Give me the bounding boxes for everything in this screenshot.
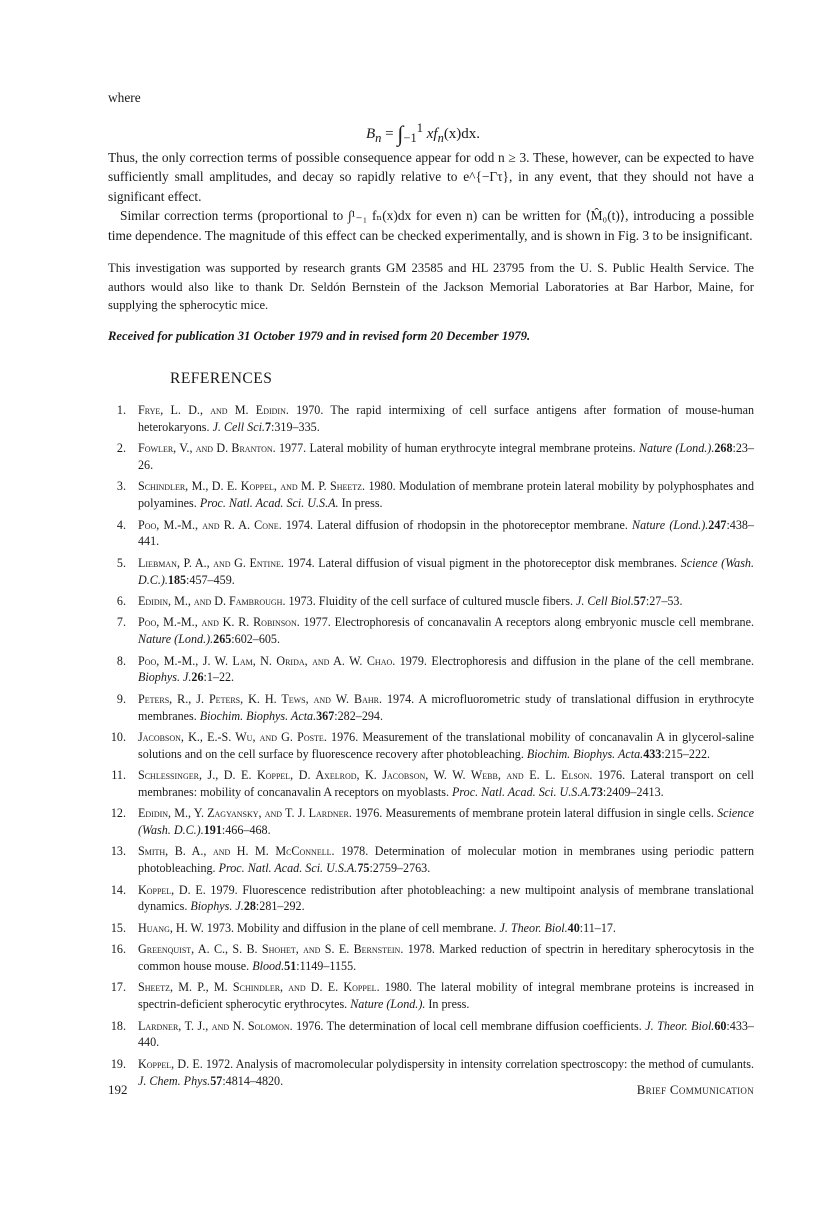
reference-authors: Lardner, T. J., and N. Solomon.: [138, 1018, 293, 1033]
reference-journal: Science (Wash. D.C.).: [138, 555, 754, 587]
reference-title: 1976. The determination of local cell membrane diffusion coefficients.: [292, 1018, 646, 1033]
reference-volume: 40: [567, 920, 580, 935]
reference-title: 1973. Mobility and diffusion in the plane of cell membrane.: [203, 920, 500, 935]
reference-number: 8.: [116, 653, 126, 668]
reference-item: [108, 691, 754, 725]
reference-pages: :602–605.: [231, 632, 280, 647]
reference-number: 11.: [111, 768, 126, 783]
paragraph-correction-terms: Thus, the only correction terms of possible consequence appear for odd n ≥ 3. These, however, can be expected to have sufficiently small amplitudes, and decay so rapidly relative to e^{−Γτ}, in any event, that they should not have a significant effect.: [108, 149, 754, 204]
reference-journal: Nature (Lond.).: [638, 441, 715, 456]
reference-journal: J. Cell Sci.: [212, 419, 265, 434]
reference-title: 1976. Measurement of the translational mobility of concanavalin A in glycerol-saline solutions and on the cell surface by fluorescence recovery after photobleaching.: [138, 729, 754, 761]
reference-number: 6.: [116, 593, 126, 608]
reference-journal: J. Theor. Biol.: [645, 1018, 715, 1033]
reference-item: [108, 555, 754, 589]
reference-authors: Koppel, D. E.: [138, 882, 206, 897]
reference-authors: Frye, L. D., and M. Edidin.: [138, 403, 289, 417]
paragraph-similar-terms: Similar correction terms (proportional to ∫¹₋₁ fₙ(x)dx for even n) can be written for ⟨M̂₀(t)⟩, introducing a possible time dependence. The magnitude of this effect can be checked experimentally, and is shown in Fig. 3 to be insignificant.: [108, 208, 754, 243]
reference-pages: :2759–2763.: [369, 861, 431, 876]
reference-pages: :319–335.: [271, 419, 320, 434]
reference-title: 1979. Fluorescence redistribution after photobleaching: a new multipoint analysis of membrane translational dynamics.: [138, 882, 754, 914]
reference-journal: Proc. Natl. Acad. Sci. U.S.A.: [452, 784, 591, 799]
reference-journal: Biochim. Biophys. Acta.: [199, 708, 317, 723]
reference-title: 1974. A microfluorometric study of translational diffusion in erythrocyte membranes.: [138, 691, 754, 723]
reference-item: [108, 1018, 754, 1052]
reference-journal: Proc. Natl. Acad. Sci. U.S.A.: [199, 496, 339, 511]
reference-authors: Jacobson, K., E.-S. Wu, and G. Poste.: [138, 729, 327, 744]
reference-journal: Nature (Lond.).: [632, 517, 709, 532]
reference-volume: 60: [714, 1018, 727, 1033]
reference-authors: Poo, M.-M., and K. R. Robinson.: [138, 615, 300, 630]
reference-pages: :438–441.: [138, 517, 754, 549]
reference-list: [108, 402, 754, 1089]
reference-journal: Nature (Lond.).: [138, 632, 214, 647]
reference-volume: 57: [210, 1073, 223, 1088]
reference-pages: :27–53.: [645, 593, 683, 608]
reference-title: 1974. Lateral diffusion of visual pigment in the photoreceptor disk membranes.: [283, 555, 681, 570]
reference-volume: 268: [714, 441, 733, 456]
reference-volume: 265: [213, 632, 232, 647]
reference-pages: :1–22.: [203, 670, 235, 685]
reference-number: 3.: [116, 479, 126, 494]
reference-volume: 28: [243, 899, 256, 914]
reference-authors: Poo, M.-M., and R. A. Cone.: [138, 517, 282, 532]
reference-journal: Nature (Lond.).: [350, 997, 426, 1012]
reference-item: [108, 478, 754, 512]
reference-authors: Koppel, D. E.: [138, 1056, 203, 1071]
reference-journal: Blood.: [252, 959, 285, 974]
reference-volume: 7: [264, 419, 271, 434]
reference-pages: :215–222.: [661, 746, 711, 761]
reference-pages: :282–294.: [334, 708, 383, 723]
page-content: [108, 88, 754, 1094]
reference-volume: 57: [633, 593, 646, 608]
reference-pages: In press.: [338, 496, 383, 511]
reference-number: 16.: [110, 942, 126, 957]
reference-pages: :4814–4820.: [222, 1073, 284, 1088]
reference-volume: 75: [357, 861, 370, 876]
reference-number: 17.: [110, 980, 126, 995]
reference-journal: Biochim. Biophys. Acta.: [526, 746, 644, 761]
reference-number: 5.: [116, 555, 126, 570]
reference-title: 1979. Electrophoresis and diffusion in the plane of the cell membrane.: [395, 653, 754, 668]
reference-number: 4.: [116, 517, 126, 532]
reference-number: 14.: [110, 882, 126, 897]
reference-item: [108, 843, 754, 877]
reference-number: 2.: [116, 441, 126, 456]
page-number: 192: [108, 1082, 128, 1097]
reference-number: 12.: [110, 806, 126, 821]
reference-authors: Liebman, P. A., and G. Entine.: [138, 555, 284, 570]
reference-item: [108, 593, 754, 610]
reference-pages: :433–440.: [138, 1018, 754, 1050]
reference-item: [108, 920, 754, 937]
reference-title: 1978. Determination of molecular motion in membranes using periodic pattern photobleaching.: [138, 844, 754, 876]
reference-title: 1980. Modulation of membrane protein lateral mobility by polyphosphates and polyamines.: [138, 479, 754, 511]
reference-authors: Poo, M.-M., J. W. Lam, N. Orida, and A. W. Chao.: [138, 653, 396, 668]
reference-item: [108, 517, 754, 551]
references-heading: REFERENCES: [170, 370, 273, 387]
equation-bn: $B_n = \int_{-1}^1$ $xf_n(x)dx$.: [366, 120, 481, 146]
reference-item: [108, 941, 754, 975]
reference-number: 10.: [110, 729, 126, 744]
reference-item: [108, 979, 754, 1013]
reference-authors: Peters, R., J. Peters, K. H. Tews, and W. Bahr.: [138, 691, 382, 706]
reference-authors: Sheetz, M. P., M. Schindler, and D. E. Koppel.: [138, 980, 380, 995]
reference-title: 1977. Electrophoresis of concanavalin A receptors along embryonic muscle cell membrane.: [299, 615, 754, 630]
reference-volume: 73: [590, 784, 603, 799]
reference-pages: :2409–2413.: [602, 784, 664, 799]
reference-item: [108, 882, 754, 916]
reference-title: 1977. Lateral mobility of human erythrocyte integral membrane proteins.: [275, 441, 639, 456]
reference-pages: :11–17.: [579, 920, 616, 935]
reference-journal: Proc. Natl. Acad. Sci. U.S.A.: [218, 861, 358, 876]
reference-number: 15.: [110, 920, 126, 935]
reference-item: [108, 729, 754, 763]
reference-item: [108, 767, 754, 801]
reference-title: 1973. Fluidity of the cell surface of cultured muscle fibers.: [285, 593, 576, 608]
reference-authors: Schindler, M., D. E. Koppel, and M. P. Sheetz.: [138, 479, 366, 494]
reference-volume: 185: [167, 572, 187, 587]
reference-number: 9.: [116, 691, 126, 706]
reference-title: 1972. Analysis of macromolecular polydispersity in intensity correlation spectroscopy: the method of cumulants.: [202, 1056, 754, 1071]
reference-title: 1976. Measurements of membrane protein lateral diffusion in single cells.: [351, 806, 718, 821]
reference-pages: :466–468.: [221, 823, 271, 838]
where-text: where: [108, 90, 141, 105]
reference-title: 1970. The rapid intermixing of cell surface antigens after formation of mouse-human heterokaryons.: [138, 403, 755, 434]
section-name: Brief Communication: [636, 1082, 754, 1097]
reference-authors: Edidin, M., and D. Fambrough.: [138, 593, 286, 608]
reference-item: [108, 653, 754, 687]
reference-authors: Smith, B. A., and H. M. McConnell.: [138, 844, 335, 859]
reference-title: 1980. The lateral mobility of integral membrane proteins is increased in spectrin-deficient spherocytic erythrocytes.: [138, 980, 754, 1012]
reference-volume: 367: [316, 708, 335, 723]
reference-item: [108, 614, 754, 648]
reference-authors: Schlessinger, J., D. E. Koppel, D. Axelrod, K. Jacobson, W. W. Webb, and E. L. Elson.: [138, 768, 593, 783]
reference-journal: Biophys. J.: [138, 670, 192, 685]
reference-pages: :23–26.: [138, 441, 755, 472]
reference-title: 1976. Lateral transport on cell membranes: mobility of concanavalin A receptors on myoblasts.: [138, 768, 754, 799]
reference-volume: 26: [191, 670, 204, 685]
reference-volume: 433: [643, 746, 662, 761]
reference-number: 1.: [116, 403, 126, 417]
reference-volume: 51: [284, 959, 297, 974]
reference-number: 18.: [110, 1018, 126, 1033]
reference-pages: :1149–1155.: [296, 959, 357, 974]
reference-authors: Huang, H. W.: [138, 920, 204, 935]
reference-number: 13.: [110, 844, 126, 859]
reference-authors: Fowler, V., and D. Branton.: [138, 441, 276, 456]
acknowledgment: This investigation was supported by research grants GM 23585 and HL 23795 from the U. S. Public Health Service. The authors would also like to thank Dr. Seldón Bernstein of the Jackson Memorial Laboratories at Bar Harbor, Maine, for supplying the spherocytic mice.: [108, 261, 754, 312]
reference-number: 7.: [116, 615, 126, 630]
reference-title: 1978. Marked reduction of spectrin in hereditary spherocytosis in the common house mouse.: [138, 942, 754, 974]
reference-number: 19.: [110, 1056, 126, 1071]
reference-item: [108, 440, 754, 474]
reference-pages: :281–292.: [255, 899, 305, 914]
reference-item: [108, 805, 754, 839]
reference-authors: Edidin, M., Y. Zagyansky, and T. J. Lardner.: [138, 806, 352, 821]
page-footer: [108, 1082, 754, 1098]
reference-item: [108, 402, 754, 436]
reference-authors: Greenquist, A. C., S. B. Shohet, and S. E. Bernstein.: [138, 942, 404, 957]
reference-journal: Science (Wash. D.C.).: [138, 806, 754, 838]
received-date: Received for publication 31 October 1979 and in revised form 20 December 1979.: [108, 328, 531, 343]
reference-volume: 247: [708, 517, 727, 532]
reference-journal: J. Theor. Biol.: [499, 920, 568, 935]
reference-journal: J. Chem. Phys.: [138, 1073, 211, 1088]
reference-pages: :457–459.: [186, 572, 235, 587]
reference-pages: In press.: [425, 997, 470, 1012]
reference-journal: Biophys. J.: [190, 899, 244, 914]
reference-journal: J. Cell Biol.: [576, 593, 634, 608]
reference-volume: 191: [203, 823, 222, 838]
reference-title: 1974. Lateral diffusion of rhodopsin in the photoreceptor membrane.: [281, 517, 633, 532]
